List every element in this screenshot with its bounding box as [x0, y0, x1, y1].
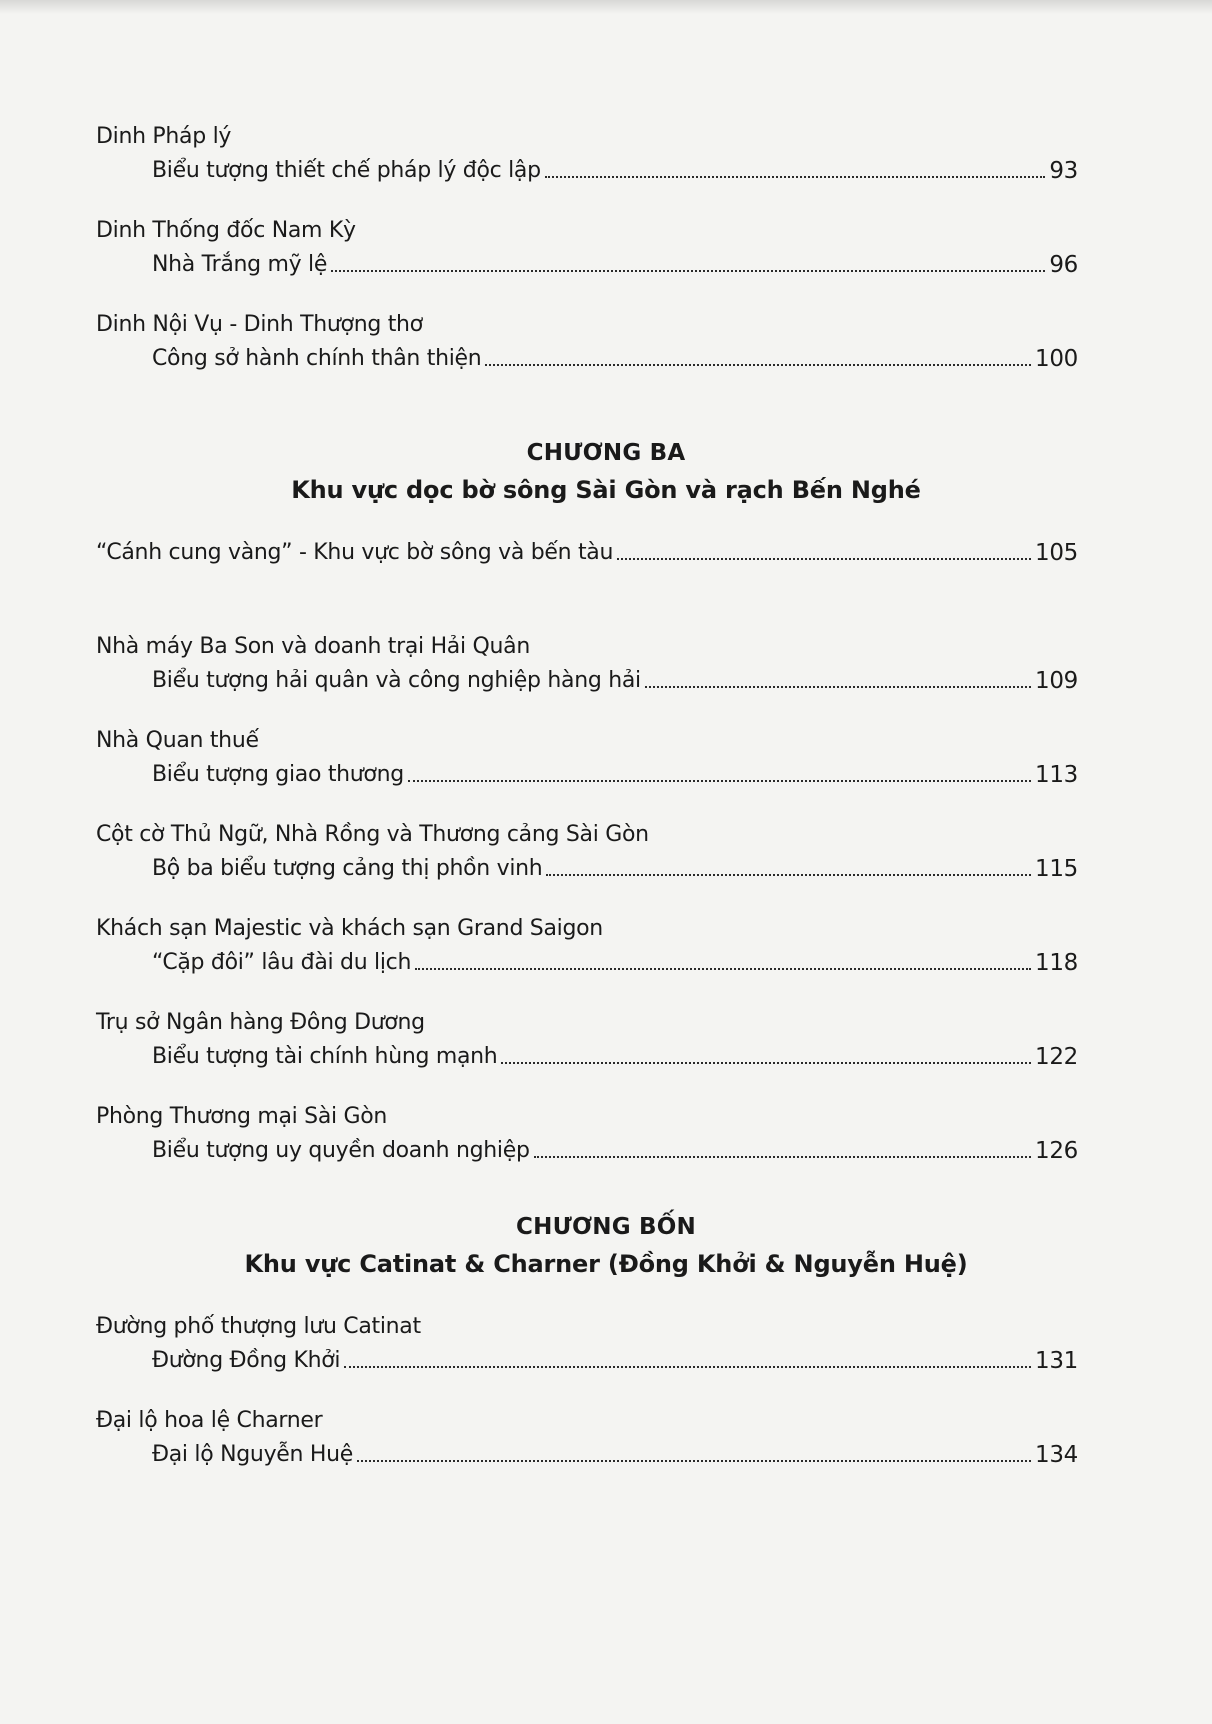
toc-entry-subtitle: “Cánh cung vàng” - Khu vực bờ sông và bến tàu: [96, 540, 614, 565]
toc-entry: [0, 122, 1212, 216]
toc-page-number: 96: [1049, 252, 1078, 278]
toc-entry-subtitle: Biểu tượng hải quân và công nghiệp hàng hải: [152, 668, 641, 693]
toc-page-number: 109: [1035, 668, 1078, 694]
toc-entry-title: Phòng Thương mại Sài Gòn: [96, 1104, 388, 1129]
dot-leader: [485, 364, 1031, 366]
toc-page-number: 126: [1035, 1138, 1078, 1164]
toc-entry-title: Trụ sở Ngân hàng Đông Dương: [96, 1010, 425, 1035]
chapter-three-heading: [0, 436, 1212, 510]
toc-entry-subtitle: Nhà Trắng mỹ lệ: [152, 252, 328, 277]
chapter-title: Khu vực dọc bờ sông Sài Gòn và rạch Bến Nghé: [291, 476, 921, 504]
toc-entry-subtitle: Công sở hành chính thân thiện: [152, 346, 482, 371]
toc-entry: [0, 1102, 1212, 1196]
dot-leader: [331, 270, 1045, 272]
dot-leader: [501, 1062, 1031, 1064]
toc-entry-subtitle: Biểu tượng tài chính hùng mạnh: [152, 1044, 498, 1069]
toc-page-number: 113: [1035, 762, 1078, 788]
toc-page-number: 93: [1049, 158, 1078, 184]
toc-entry: [0, 310, 1212, 404]
toc-entry-subtitle: Bộ ba biểu tượng cảng thị phồn vinh: [152, 856, 543, 881]
chapter-four-list: [0, 1312, 1212, 1500]
chapter-two-list: [0, 122, 1212, 404]
chapter-three-list: [0, 538, 1212, 1196]
dot-leader: [357, 1460, 1031, 1462]
toc-entry-title: Nhà Quan thuế: [96, 728, 259, 753]
toc-entry-subtitle: Biểu tượng giao thương: [152, 762, 404, 787]
dot-leader: [545, 176, 1046, 178]
toc-entry-title: Dinh Thống đốc Nam Kỳ: [96, 218, 356, 243]
toc-entry-title: Dinh Pháp lý: [96, 124, 232, 149]
toc-entry-subtitle: Biểu tượng uy quyền doanh nghiệp: [152, 1138, 530, 1163]
toc-entry: [0, 1406, 1212, 1500]
toc-entry-subtitle: Đường Đồng Khởi: [152, 1348, 341, 1373]
toc-entry: [0, 914, 1212, 1008]
toc-entry: [0, 538, 1212, 632]
toc-entry-subtitle: Biểu tượng thiết chế pháp lý độc lập: [152, 158, 541, 183]
chapter-label: CHƯƠNG BA: [526, 440, 686, 466]
dot-leader: [617, 558, 1031, 560]
toc-entry: [0, 216, 1212, 310]
chapter-title: Khu vực Catinat & Charner (Đồng Khởi & Nguyễn Huệ): [244, 1250, 968, 1278]
toc-entry: [0, 1008, 1212, 1102]
toc-entry-title: Khách sạn Majestic và khách sạn Grand Saigon: [96, 916, 603, 941]
toc-page-number: 118: [1035, 950, 1078, 976]
toc-entry-title: Đại lộ hoa lệ Charner: [96, 1408, 323, 1433]
page-top-edge: [0, 0, 1212, 14]
toc-entry-title: Đường phố thượng lưu Catinat: [96, 1314, 421, 1339]
toc-page-number: 100: [1035, 346, 1078, 372]
toc-entry-subtitle: “Cặp đôi” lâu đài du lịch: [152, 950, 412, 975]
dot-leader: [344, 1366, 1031, 1368]
dot-leader: [645, 686, 1031, 688]
dot-leader: [415, 968, 1031, 970]
toc-entry-subtitle: Đại lộ Nguyễn Huệ: [152, 1442, 353, 1467]
toc-page-number: 134: [1035, 1442, 1078, 1468]
toc-entry-title: Cột cờ Thủ Ngữ, Nhà Rồng và Thương cảng Sài Gòn: [96, 822, 649, 847]
dot-leader: [408, 780, 1031, 782]
chapter-four-heading: [0, 1210, 1212, 1284]
toc-page-number: 122: [1035, 1044, 1078, 1070]
toc-page-number: 105: [1035, 540, 1078, 566]
toc-page-number: 115: [1035, 856, 1078, 882]
toc-page-number: 131: [1035, 1348, 1078, 1374]
dot-leader: [534, 1156, 1031, 1158]
toc-entry-title: Nhà máy Ba Son và doanh trại Hải Quân: [96, 634, 530, 659]
chapter-label: CHƯƠNG BỐN: [516, 1214, 696, 1240]
toc-entry: [0, 820, 1212, 914]
toc-entry-title: Dinh Nội Vụ - Dinh Thượng thơ: [96, 312, 423, 337]
toc-entry: [0, 1312, 1212, 1406]
toc-entry: [0, 726, 1212, 820]
toc-entry: [0, 632, 1212, 726]
dot-leader: [546, 874, 1031, 876]
